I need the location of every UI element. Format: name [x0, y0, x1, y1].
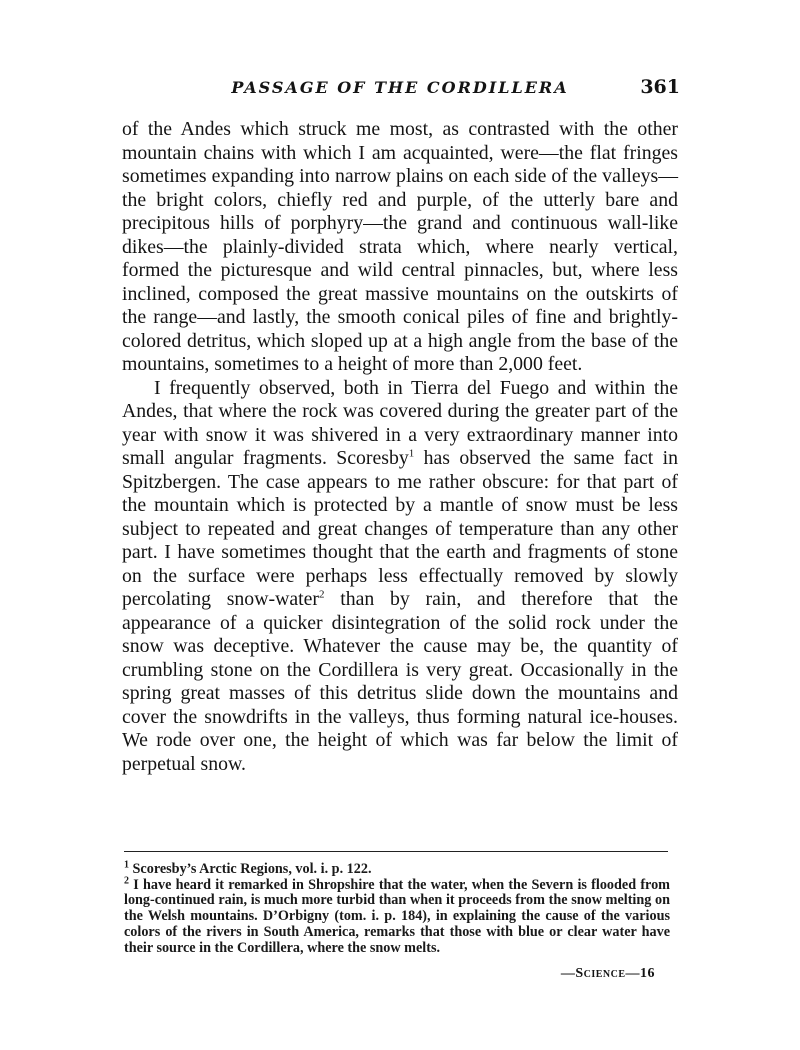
footnotes	[124, 859, 670, 956]
body-text	[122, 118, 678, 776]
footnote-text: Scoresby’s Arctic Regions, vol. i. p. 122.	[132, 861, 372, 877]
footnote	[124, 874, 670, 957]
paragraph-text: has observed the same fact in Spitzbergen. The case appears to me rather obscure: for that part of the mountain which is protected by a mantle of snow must be less subject to repeated and great changes of temperature than any other part. I have sometimes thought that the earth and fragments of stone on the surface were perhaps less effectually removed by slowly percolating snow-water	[122, 447, 678, 610]
footnote	[124, 859, 670, 878]
footnote-mark: 2	[124, 874, 129, 886]
footnote-ref: 2	[319, 588, 325, 601]
footnote-rule	[124, 851, 668, 852]
paragraph-text: than by rain, and therefore that the appearance of a quicker disintegration of the solid rock under the snow was deceptive. Whatever the cause may be, the quantity of crumbling stone on the Cordillera is very great. Occasionally in the spring great masses of this detritus slide down the mountains and cover the snowdrifts in the valleys, thus forming natural ice-houses. We rode over one, the height of which was far below the limit of perpetual snow.	[122, 588, 678, 775]
footnote-text: I have heard it remarked in Shropshire that the water, when the Severn is flooded from long-continued rain, is much more turbid than when it proceeds from the snow melting on the Welsh mountains. D’Orbigny (tom. i. p. 184), in explaining the cause of the various colors of the rivers in South America, remarks that those with blue or clear water have their source in the Cordillera, where the snow melts.	[124, 876, 670, 956]
running-title: PASSAGE OF THE CORDILLERA	[231, 78, 569, 97]
running-head	[120, 76, 680, 104]
page-number: 361	[640, 76, 680, 98]
paragraph	[122, 377, 678, 777]
signature-mark: —Science—16	[560, 966, 655, 981]
footnote-ref: 1	[408, 447, 415, 460]
footnote-mark: 1	[124, 859, 129, 871]
paragraph-text: I frequently observed, both in Tierra del Fuego and within the Andes, that where the rock was covered during the greater part of the year with snow it was shivered in a very extraordinary manner into small angular fragments. Scoresby	[122, 376, 678, 469]
paragraph: of the Andes which struck me most, as contrasted with the other mountain chains with which I am acquainted, were—the flat fringes sometimes expanding into narrow plains on each side of the valleys—the bright colors, chiefly red and purple, of the utterly bare and precipitous hills of porphyry—the grand and continuous wall-like dikes—the plainly-divided strata which, where nearly vertical, formed the picturesque and wild central pinnacles, but, where less inclined, composed the great massive mountains on the outskirts of the range—and lastly, the smooth conical piles of fine and brightly-colored detritus, which sloped up at a high angle from the base of the mountains, sometimes to a height of more than 2,000 feet.	[122, 118, 678, 375]
